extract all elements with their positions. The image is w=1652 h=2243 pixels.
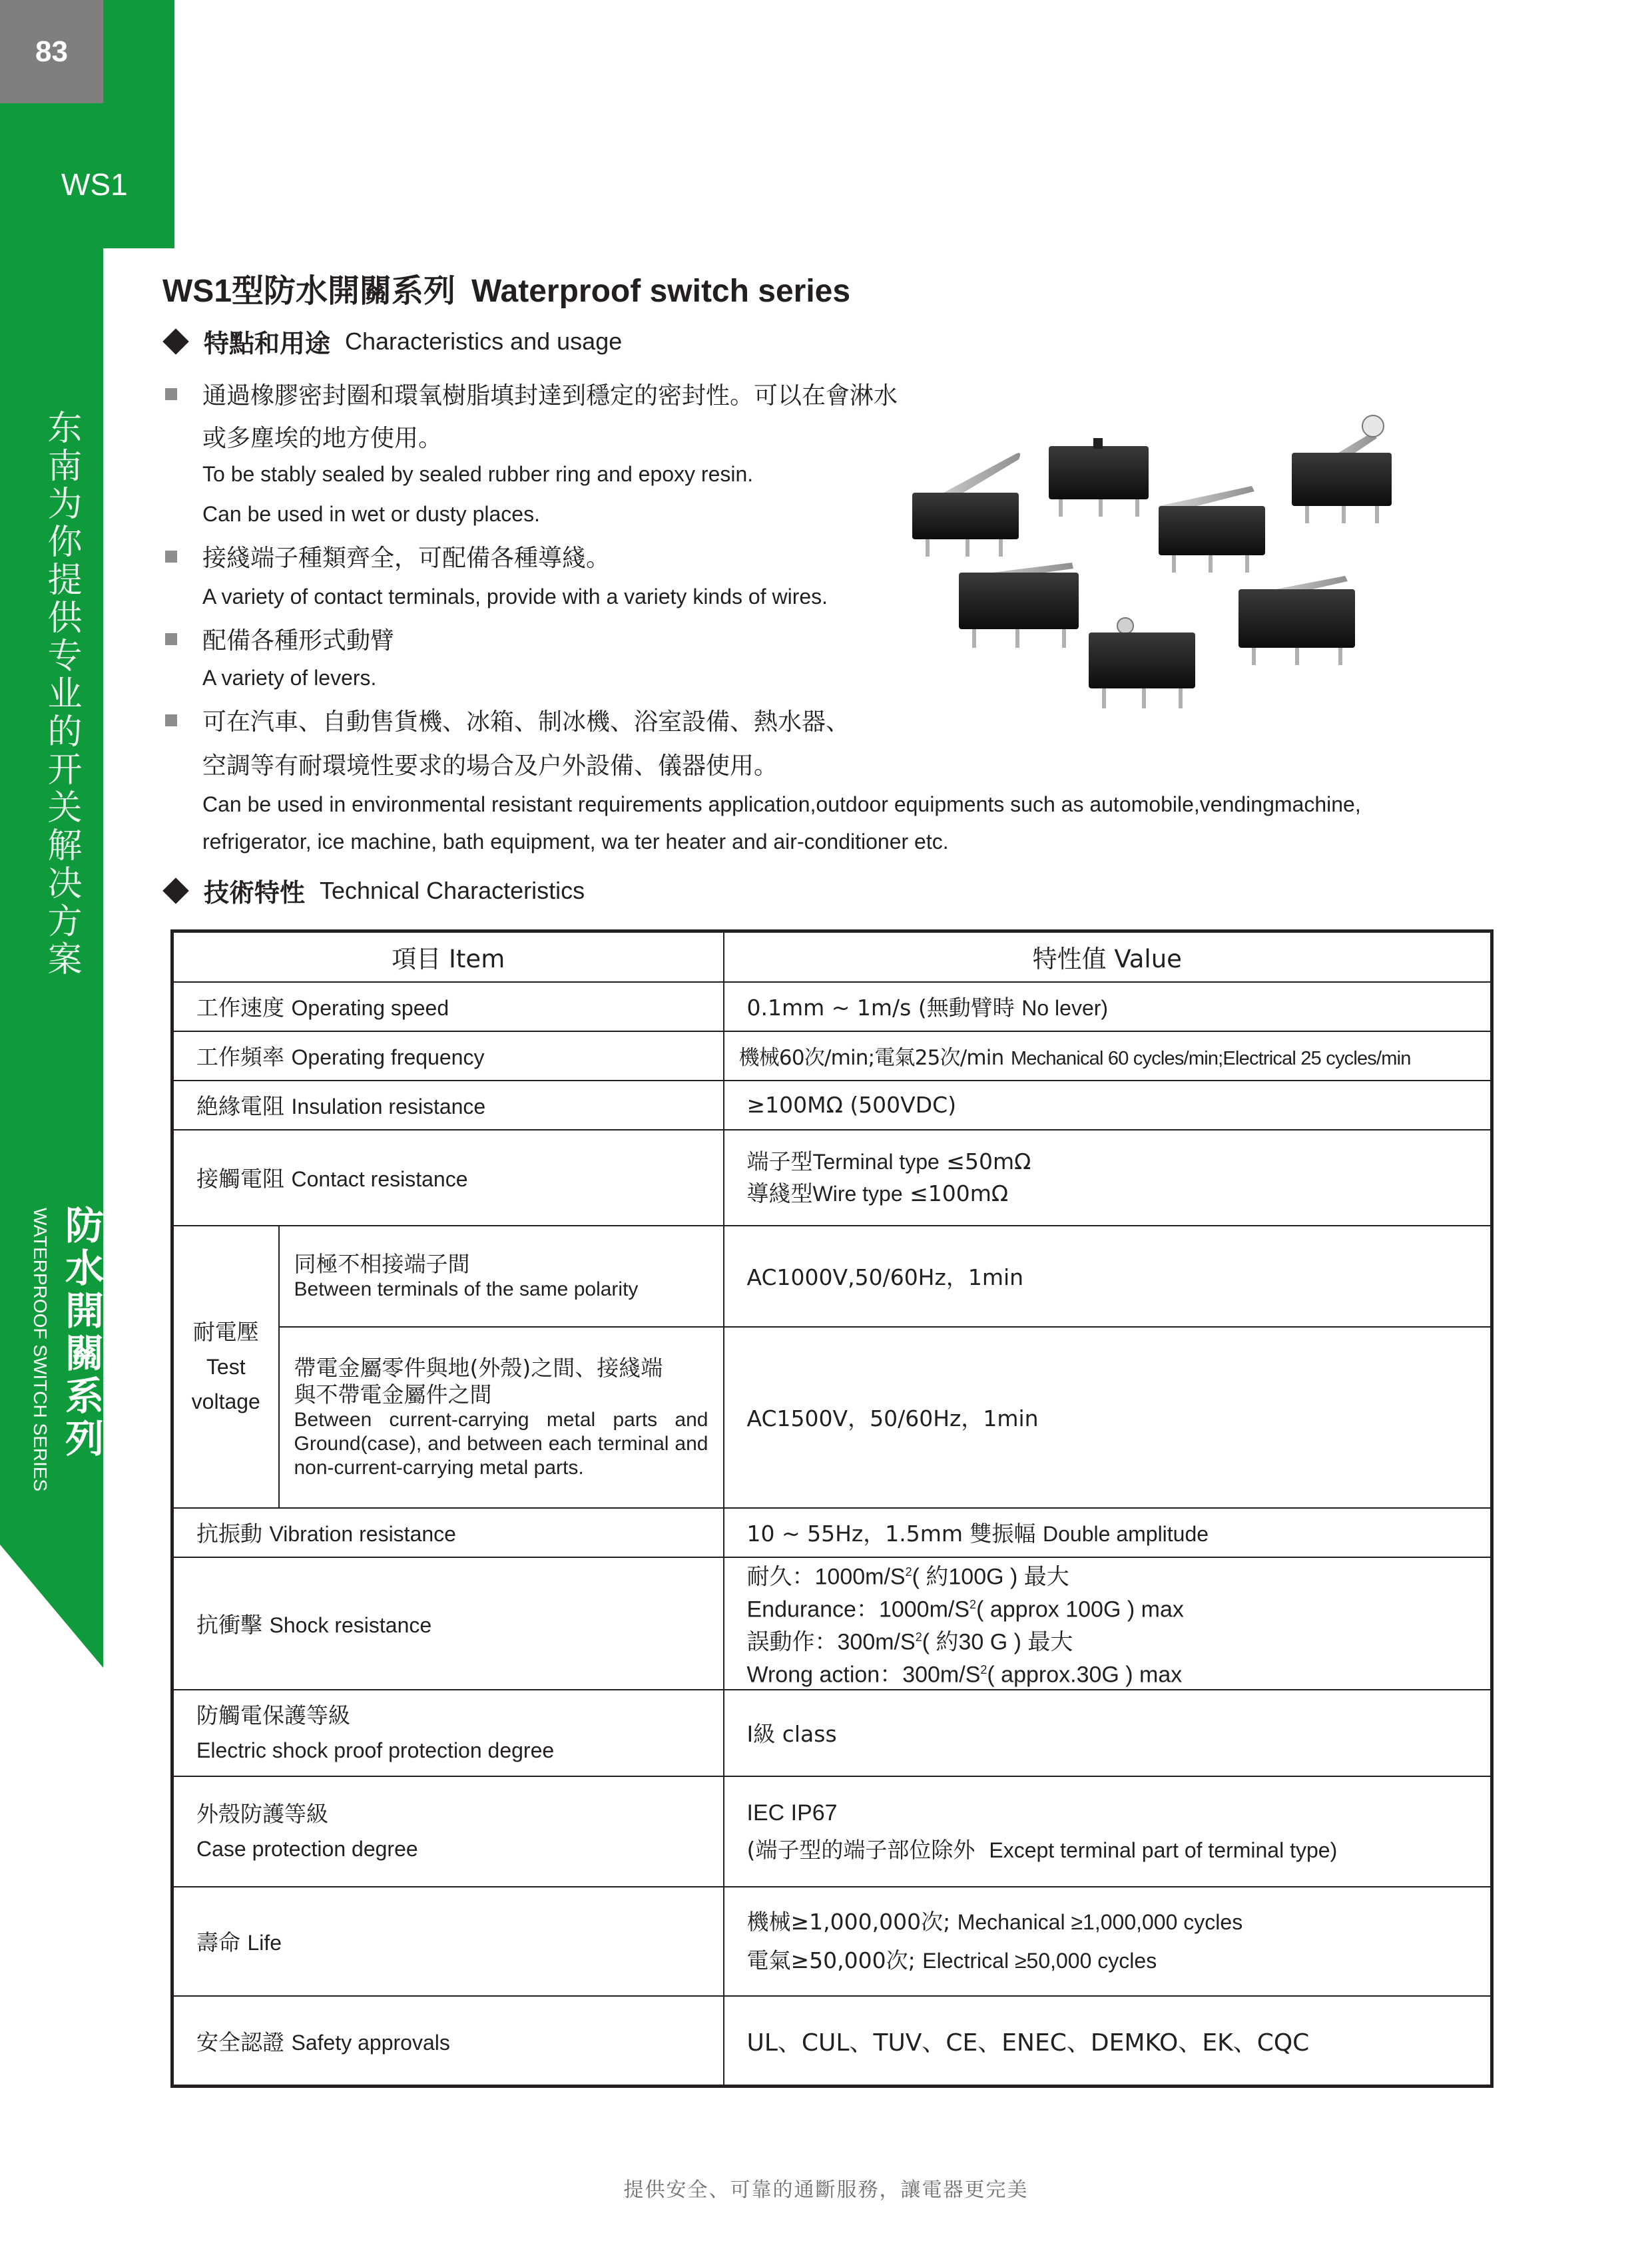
row-value [724, 1031, 1492, 1081]
page-number: 83 [0, 0, 103, 103]
value-text: IEC IP67 [746, 1800, 838, 1826]
switch-pin-plunger [1049, 438, 1149, 517]
table-row [172, 982, 1492, 1031]
row-label [172, 1887, 724, 1996]
row-label [172, 1031, 724, 1081]
value-text: ( 約30 G ) 最大 [922, 1629, 1073, 1655]
section-heading-cn: 技術特性 [204, 878, 306, 907]
label-cn: 工作速度 [196, 995, 284, 1021]
feature-text-cn: 空調等有耐環境性要求的場合及户外設備、儀器使用。 [202, 752, 778, 780]
label-en: Vibration resistance [269, 1522, 456, 1546]
section-characteristics [162, 323, 622, 360]
feature-text-en: Can be used in wet or dusty places. [202, 502, 540, 526]
footer-slogan: 提供安全、可靠的通斷服務，讓電器更完美 [623, 2178, 1029, 2202]
row-label [172, 1557, 724, 1690]
series-tag: WS1 [61, 167, 128, 202]
label-cn: 防觸電保護等級 [196, 1702, 350, 1728]
shock-line [747, 1656, 1468, 1688]
row-label [172, 1776, 724, 1887]
value-text-en: Except terminal part of terminal type) [989, 1838, 1338, 1862]
value-text: 機械≥1,000,000次; [746, 1908, 951, 1935]
page-title [162, 265, 850, 311]
value-text: (端子型的端子部位除外 [746, 1836, 975, 1863]
switch-long-lever [1239, 576, 1355, 665]
side-slogan: 东南为你提供专业的开关解决方案 [41, 409, 81, 979]
value-text: ( approx 100G ) max [976, 1597, 1184, 1622]
value-text: 電氣≥50,000次; [746, 1947, 916, 1973]
label-en: Safety approvals [291, 2030, 450, 2055]
label-en: Contact resistance [291, 1167, 468, 1191]
table-header-value: 特性值 Value [724, 931, 1492, 982]
switch-roller-lever [912, 453, 1020, 557]
feature-text-cn: 配備各種形式動臂 [202, 627, 395, 654]
table-row [172, 1996, 1492, 2087]
table-row [172, 1508, 1492, 1557]
label-en: Life [247, 1931, 282, 1955]
row-label [172, 1081, 724, 1130]
value-text: 誤動作：300m/S [746, 1629, 916, 1655]
square-bullet-icon [165, 633, 177, 645]
row-value: AC1000V,50/60Hz，1min [724, 1226, 1492, 1327]
value-text: Wrong action：300m/S [746, 1662, 981, 1688]
row-value: UL、CUL、TUV、CE、ENEC、DEMKO、EK、CQC [724, 1996, 1492, 2087]
table-row [172, 1327, 1492, 1508]
row-value [724, 982, 1492, 1031]
row-value: AC1500V，50/60Hz，1min [724, 1327, 1492, 1508]
value-text-en: Terminal type [812, 1149, 940, 1174]
diamond-bullet-icon [162, 328, 189, 355]
value-text-en: Wire type [812, 1181, 903, 1206]
value-text: ≤100mΩ [910, 1180, 1009, 1206]
row-label [172, 1130, 724, 1226]
diamond-bullet-icon [162, 877, 189, 904]
value-text: ≤50mΩ [946, 1148, 1031, 1174]
table-row [172, 1226, 1492, 1327]
feature-text-en: A variety of levers. [202, 666, 377, 690]
row-value [724, 1776, 1492, 1887]
label-en: Insulation resistance [291, 1095, 486, 1119]
label-en: Operating frequency [291, 1045, 485, 1069]
value-text-en: Electrical ≥50,000 cycles [922, 1948, 1157, 1973]
value-text: 端子型 [746, 1148, 813, 1174]
row-sublabel [279, 1226, 724, 1327]
side-title-cn: 防水開關系列 [59, 1205, 104, 1461]
page-title-cn: WS1型防水開關系列 [162, 274, 456, 309]
table-row [172, 1031, 1492, 1081]
label-cn: 接觸電阻 [196, 1166, 284, 1192]
label-en: Electric shock proof protection degree [196, 1738, 555, 1762]
contact-terminal-line [747, 1146, 1468, 1178]
row-value [724, 1508, 1492, 1557]
section-technical [162, 872, 585, 909]
row-value [724, 1557, 1492, 1690]
row-label [172, 1996, 724, 2087]
superscript: 2 [980, 1663, 987, 1677]
value-text: ( approx.30G ) max [987, 1662, 1183, 1688]
label-cn: 絶緣電阻 [196, 1093, 284, 1119]
label-cn: 壽命 [196, 1929, 240, 1956]
table-row [172, 1557, 1492, 1690]
value-text: 耐久：1000m/S [746, 1563, 906, 1589]
square-bullet-icon [165, 714, 177, 726]
side-title-en: WATERPROOF SWITCH SERIES [30, 1208, 51, 1492]
square-bullet-icon [165, 551, 177, 563]
feature-text-en: refrigerator, ice machine, bath equipment, wa ter heater and air-conditioner etc. [202, 830, 949, 854]
label-en: Case protection degree [196, 1836, 418, 1861]
table-row [172, 1690, 1492, 1776]
section-heading-en: Technical Characteristics [320, 876, 585, 904]
shock-line [747, 1558, 1468, 1591]
case-note [747, 1832, 1468, 1869]
table-row [172, 1776, 1492, 1887]
value-text: Endurance：1000m/S [746, 1597, 970, 1622]
superscript: 2 [915, 1630, 922, 1644]
value-text-en: No lever) [1021, 996, 1109, 1020]
contact-wire-line [747, 1178, 1468, 1210]
table-row [172, 1130, 1492, 1226]
test-voltage-label [172, 1226, 279, 1508]
row-label [172, 1690, 724, 1776]
switch-short-lever [959, 563, 1079, 648]
value-text-en: Double amplitude [1043, 1522, 1209, 1546]
switch-roller-top [1292, 415, 1392, 523]
row-sublabel [279, 1327, 724, 1508]
feature-text-en: To be stably sealed by sealed rubber ring and epoxy resin. [202, 462, 754, 486]
row-value [724, 1887, 1492, 1996]
feature-text-cn: 通過橡膠密封圈和環氧樹脂填封達到穩定的密封性。可以在會淋水 [202, 382, 898, 409]
label-en: Test [206, 1354, 246, 1379]
label-en: Operating speed [291, 996, 449, 1020]
label-cn: 抗衝擊 [196, 1611, 262, 1638]
row-value: Ⅰ級 class [724, 1690, 1492, 1776]
section-heading-en: Characteristics and usage [345, 327, 623, 355]
feature-item [165, 539, 610, 573]
feature-item [165, 377, 898, 411]
feature-item [165, 622, 394, 656]
value-text: 機械60次/min;電氣25次/min [738, 1046, 1004, 1070]
table-header-row [172, 931, 1492, 982]
row-label [172, 982, 724, 1031]
label-cn: 帶電金屬零件與地(外殼)之間、接綫端 [294, 1354, 663, 1381]
square-bullet-icon [165, 388, 177, 400]
label-cn: 耐電壓 [192, 1318, 259, 1345]
row-value: ≥100MΩ (500VDC) [724, 1081, 1492, 1130]
shock-line [747, 1623, 1468, 1656]
value-text: 導綫型 [746, 1180, 813, 1206]
value-text: 10 ~ 55Hz，1.5mm 雙振幅 [746, 1521, 1036, 1547]
table-row [172, 1081, 1492, 1130]
feature-text-cn: 可在汽車、自動售貨機、冰箱、制冰機、浴室設備、熱水器、 [202, 708, 850, 736]
value-text-en: Mechanical 60 cycles/min;Electrical 25 cycles/min [1010, 1048, 1411, 1069]
section-heading-cn: 特點和用途 [204, 329, 331, 358]
label-cn: 工作頻率 [196, 1044, 284, 1070]
label-cn: 外殼防護等級 [196, 1800, 328, 1827]
feature-text-en: A variety of contact terminals, provide with a variety kinds of wires. [202, 585, 828, 609]
value-text: ( 約100G ) 最大 [912, 1563, 1069, 1589]
spec-table [170, 929, 1494, 2088]
feature-text-en: Can be used in environmental resistant requirements application,outdoor equipments such as automobile,vendingmachine, [202, 792, 1361, 816]
switch-button-center [1089, 618, 1195, 708]
page-title-en: Waterproof switch series [471, 274, 851, 309]
row-label [172, 1508, 724, 1557]
switch-hinge-lever [1159, 486, 1265, 573]
life-mechanical [747, 1903, 1468, 1941]
superscript: 2 [905, 1565, 912, 1579]
life-electrical [747, 1941, 1468, 1980]
row-value [724, 1130, 1492, 1226]
label-en: Shock resistance [269, 1613, 432, 1637]
value-text: 0.1mm ~ 1m/s (無動臂時 [746, 995, 1015, 1021]
label-en: Between terminals of the same polarity [294, 1278, 639, 1300]
label-en: voltage [191, 1389, 260, 1413]
shock-line [747, 1591, 1468, 1623]
feature-text-cn: 接綫端子種類齊全，可配備各種導綫。 [202, 545, 611, 572]
product-photo [906, 406, 1425, 726]
label-cn: 抗振動 [196, 1521, 262, 1547]
table-header-item: 項目 Item [172, 931, 724, 982]
label-cn: 安全認證 [196, 2029, 284, 2055]
label-cn: 與不帶電金屬件之間 [294, 1381, 492, 1407]
table-row [172, 1887, 1492, 1996]
feature-text-cn: 或多塵埃的地方使用。 [202, 425, 443, 452]
feature-item [165, 703, 850, 737]
label-en: Between current-carrying metal parts and Ground(case), and between each terminal and non-current-carrying metal parts. [294, 1408, 708, 1479]
superscript: 2 [969, 1597, 977, 1611]
label-cn: 同極不相接端子間 [294, 1250, 470, 1277]
value-text-en: Mechanical ≥1,000,000 cycles [957, 1909, 1243, 1934]
